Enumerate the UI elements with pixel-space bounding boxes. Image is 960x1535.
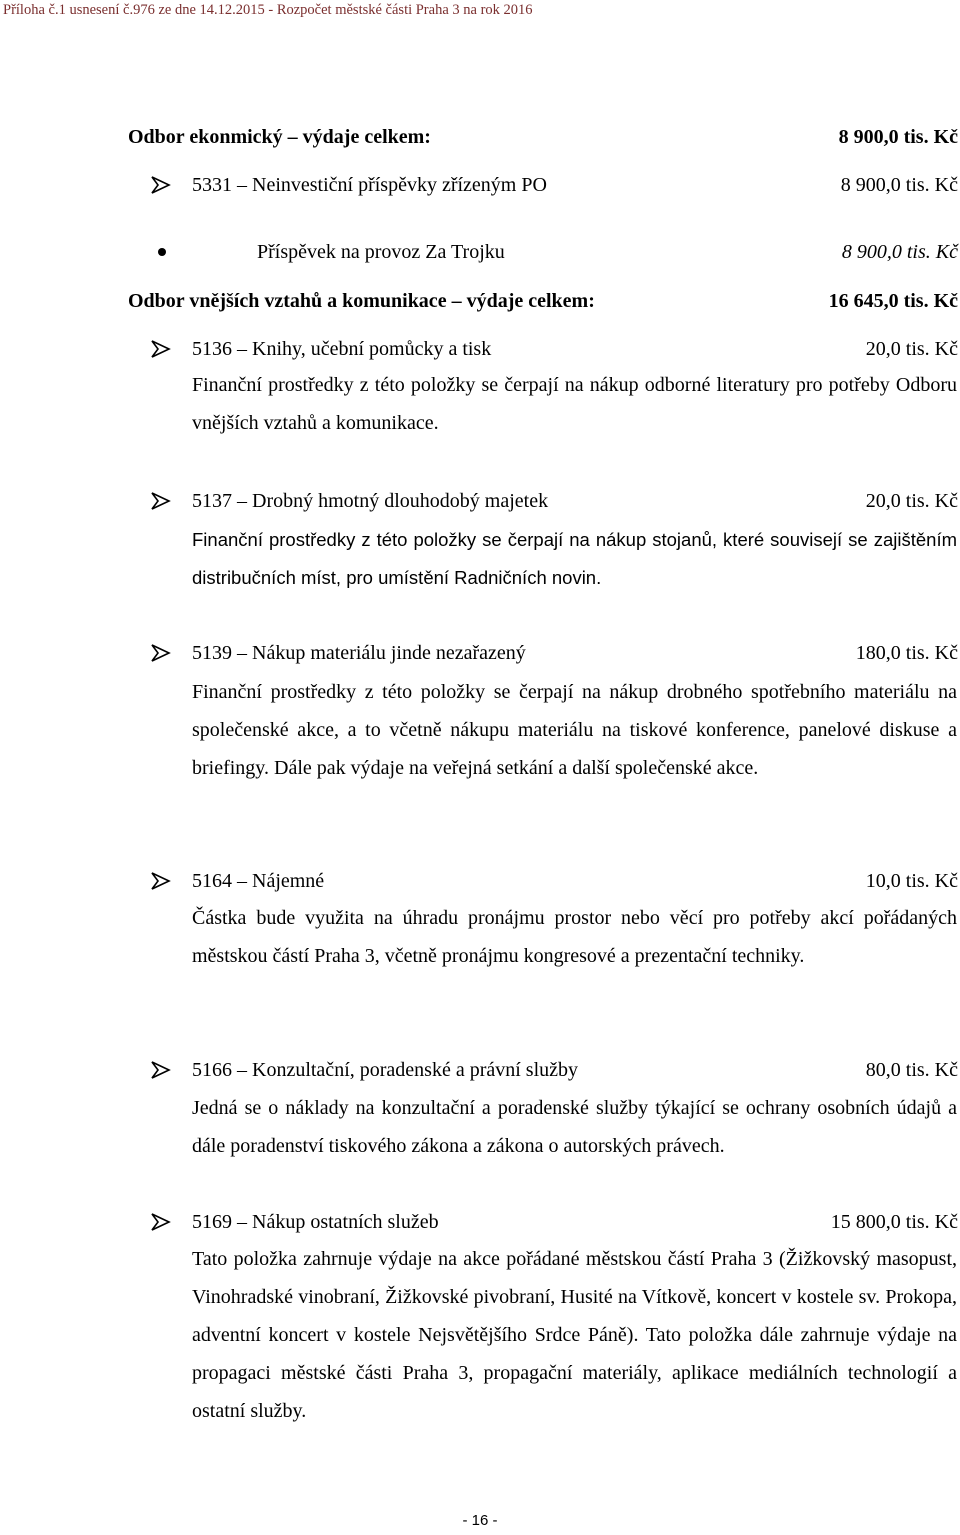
subitem-label: Příspěvek na provoz Za Trojku xyxy=(257,241,505,263)
budget-item xyxy=(0,866,960,896)
arrowhead-bullet-icon xyxy=(149,334,173,364)
item-description: Finanční prostředky z této položky se čerpají na nákup stojanů, které souvisejí se zajištěním distribučních míst, pro umístění Radničních novin. xyxy=(192,529,957,588)
item-label: 5164 – Nájemné xyxy=(192,870,325,892)
item-label: 5139 – Nákup materiálu jinde nezařazený xyxy=(192,642,526,664)
budget-subitem xyxy=(0,237,960,267)
subitem-amount: 8 900,0 tis. Kč xyxy=(841,241,958,263)
arrowhead-bullet-icon xyxy=(149,486,173,516)
budget-item xyxy=(0,334,960,364)
item-label: 5137 – Drobný hmotný dlouhodobý majetek xyxy=(192,490,549,512)
item-label: 5331 – Neinvestiční příspěvky zřízeným PO xyxy=(192,174,547,196)
item-amount: 15 800,0 tis. Kč xyxy=(830,1211,958,1233)
item-amount: 80,0 tis. Kč xyxy=(865,1059,958,1081)
item-label: 5166 – Konzultační, poradenské a právní služby xyxy=(192,1059,579,1081)
page-number: - 16 - xyxy=(462,1512,498,1529)
arrowhead-bullet-icon xyxy=(149,866,173,896)
document-header: Příloha č.1 usnesení č.976 ze dne 14.12.2015 - Rozpočet městské části Praha 3 na rok 2016 xyxy=(3,2,533,18)
arrowhead-bullet-icon xyxy=(149,638,173,668)
round-bullet-icon xyxy=(158,248,166,256)
section-heading xyxy=(0,286,960,316)
section-title: Odbor ekonmický – výdaje celkem: xyxy=(128,126,431,148)
item-amount: 20,0 tis. Kč xyxy=(865,490,958,512)
arrowhead-bullet-icon xyxy=(149,1207,173,1237)
section-total: 8 900,0 tis. Kč xyxy=(838,126,958,148)
budget-item xyxy=(0,170,960,200)
item-amount: 20,0 tis. Kč xyxy=(865,338,958,360)
budget-item xyxy=(0,486,960,516)
budget-item xyxy=(0,638,960,668)
section-heading xyxy=(0,122,960,152)
section-total: 16 645,0 tis. Kč xyxy=(828,290,958,312)
budget-item xyxy=(0,1055,960,1085)
item-label: 5169 – Nákup ostatních služeb xyxy=(192,1211,439,1233)
arrowhead-bullet-icon xyxy=(149,1055,173,1085)
item-description: Tato položka zahrnuje výdaje na akce pořádané městskou částí Praha 3 (Žižkovský masopust, Vinohradské vinobraní, Žižkovské pivobraní, Husité na Vítkově, koncert v kostele sv. Prokopa, adventní koncert v kostele Nejsvětějšího Srdce Páně). Tato položka dále zahrnuje výdaje na propagaci městské části Praha 3, propagační materiály, aplikace mediálních technologií a ostatní služby. xyxy=(192,1248,957,1422)
item-label: 5136 – Knihy, učební pomůcky a tisk xyxy=(192,338,492,360)
item-description: Finanční prostředky z této položky se čerpají na nákup drobného spotřebního materiálu na společenské akce, a to včetně nákupu materiálu na tiskové konference, panelové diskuse a briefingy. Dále pak výdaje na veřejná setkání a další společenské akce. xyxy=(192,681,957,779)
item-amount: 10,0 tis. Kč xyxy=(865,870,958,892)
item-description: Jedná se o náklady na konzultační a poradenské služby týkající se ochrany osobních údajů a dále poradenství tiskového zákona a zákona o autorských právech. xyxy=(192,1097,957,1157)
section-title: Odbor vnějších vztahů a komunikace – výdaje celkem: xyxy=(128,290,595,312)
item-description: Finanční prostředky z této položky se čerpají na nákup odborné literatury pro potřeby Odboru vnějších vztahů a komunikace. xyxy=(192,374,957,434)
budget-item xyxy=(0,1207,960,1237)
item-amount: 180,0 tis. Kč xyxy=(855,642,958,664)
item-amount: 8 900,0 tis. Kč xyxy=(840,174,958,196)
arrowhead-bullet-icon xyxy=(149,170,173,200)
item-description: Částka bude využita na úhradu pronájmu prostor nebo věcí pro potřeby akcí pořádaných městskou částí Praha 3, včetně pronájmu kongresové a prezentační techniky. xyxy=(192,907,957,967)
